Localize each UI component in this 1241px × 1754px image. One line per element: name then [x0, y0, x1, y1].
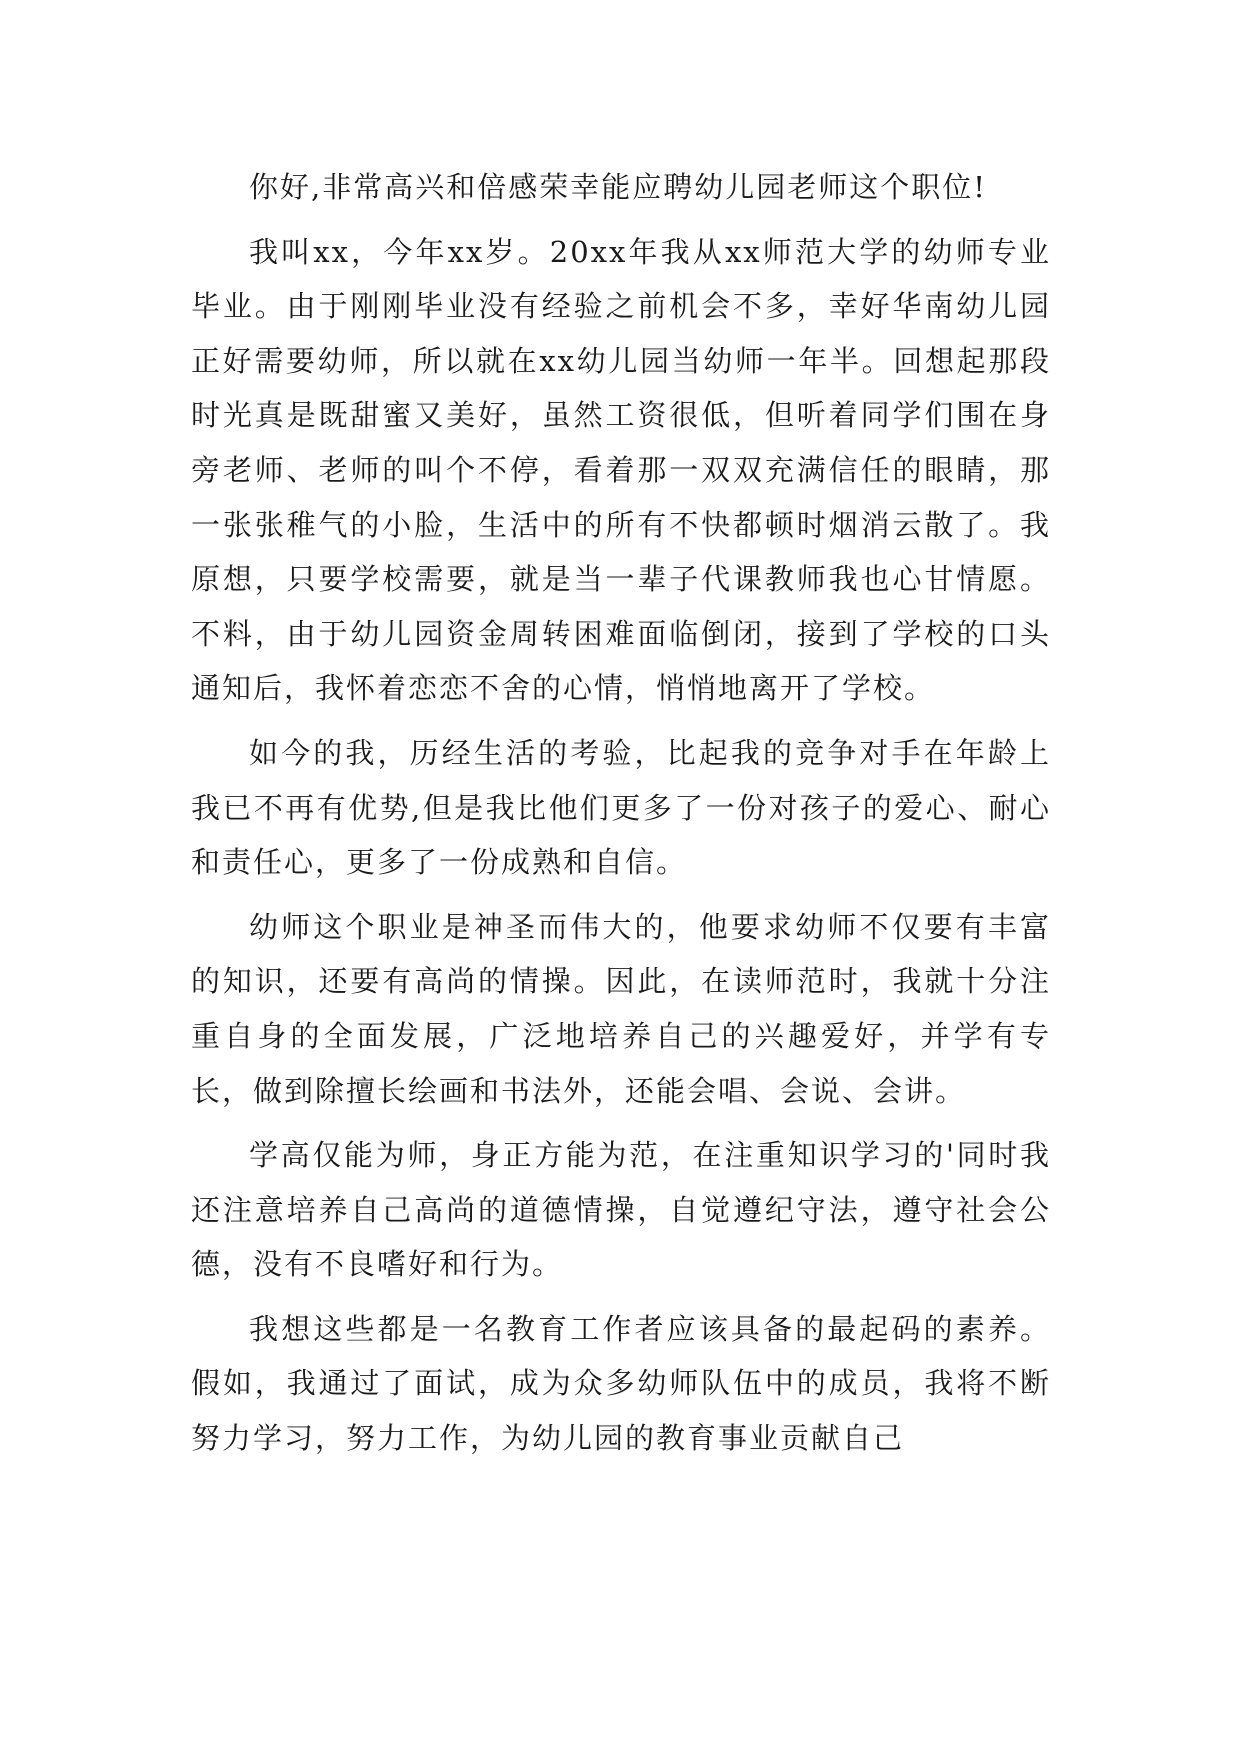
document-body — [191, 160, 1051, 1466]
paragraph-present-self: 如今的我，历经生活的考验，比起我的竞争对手在年龄上我已不再有优势,但是我比他们更多了一份对孩子的爱心、耐心和责任心，更多了一份成熟和自信。 — [191, 735, 1051, 880]
paragraph-conclusion: 我想这些都是一名教育工作者应该具备的最起码的素养。假如，我通过了面试，成为众多幼师队伍中的成员，我将不断努力学习，努力工作，为幼儿园的教育事业贡献自己 — [191, 1311, 1051, 1456]
paragraph-ethics: 学高仅能为师，身正方能为范，在注重知识学习的'同时我还注意培养自己高尚的道德情操，自觉遵纪守法，遵守社会公德，没有不良嗜好和行为。 — [191, 1138, 1051, 1282]
paragraph-greeting: 你好,非常高兴和倍感荣幸能应聘幼儿园老师这个职位! — [249, 170, 987, 204]
paragraph-profession: 幼师这个职业是神圣而伟大的，他要求幼师不仅要有丰富的知识，还要有高尚的情操。因此，在读师范时，我就十分注重自身的全面发展，广泛地培养自己的兴趣爱好，并学有专长，做到除擅长绘画和书法外，还能会唱、会说、会讲。 — [191, 909, 1051, 1108]
paragraph-background: 我叫xx，今年xx岁。20xx年我从xx师范大学的幼师专业毕业。由于刚刚毕业没有经验之前机会不多，幸好华南幼儿园正好需要幼师，所以就在xx幼儿园当幼师一年半。回想起那段时光真是既甜蜜又美好，虽然工资很低，但听着同学们围在身旁老师、老师的叫个不停，看着那一双双充满信任的眼睛，那一张张稚气的小脸，生活中的所有不快都顿时烟消云散了。我原想，只要学校需要，就是当一辈子代课教师我也心甘情愿。不料，由于幼儿园资金周转困难面临倒闭，接到了学校的口头通知后，我怀着恋恋不舍的心情，悄悄地离开了学校。 — [191, 234, 1051, 706]
